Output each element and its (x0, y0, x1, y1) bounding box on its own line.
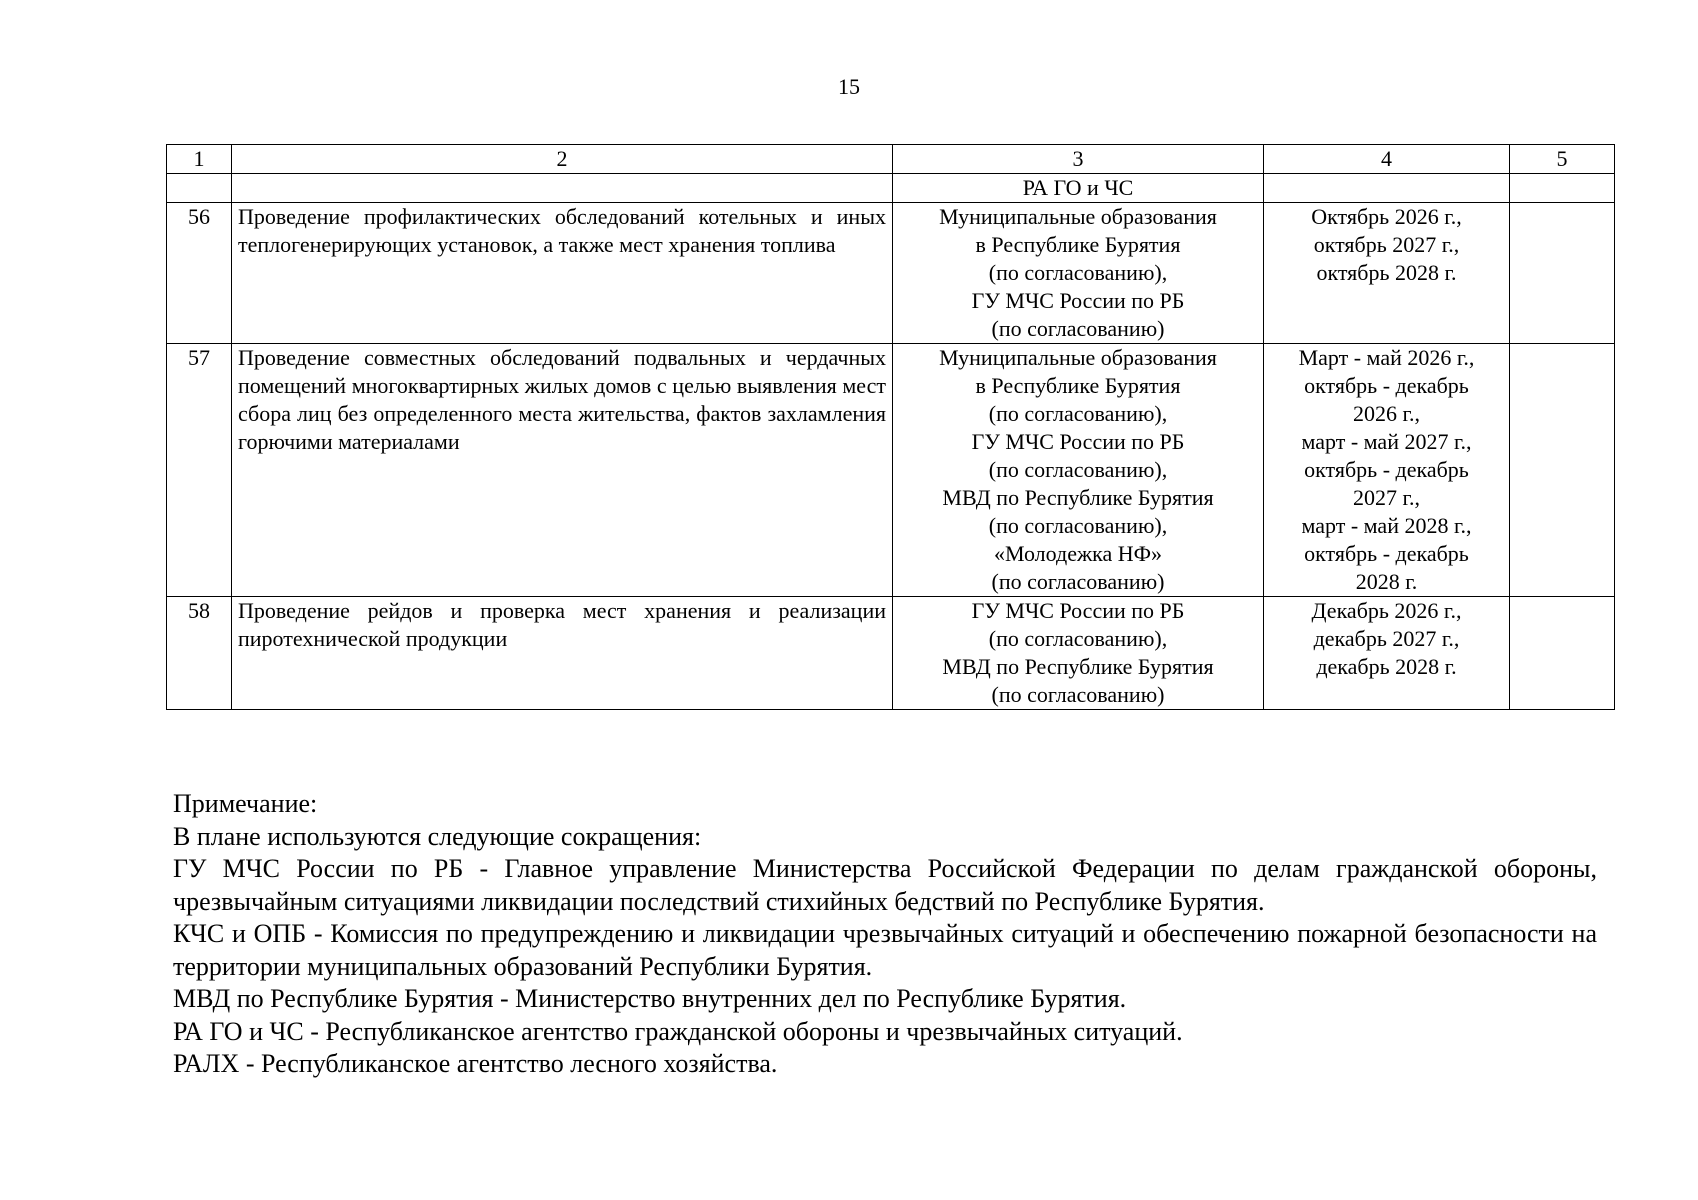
notes-intro: В плане используются следующие сокращения: (173, 821, 702, 851)
row-number: 56 (167, 203, 232, 344)
date-line: 2028 г. (1355, 569, 1418, 594)
continuation-responsible: РА ГО и ЧС (893, 174, 1264, 203)
date-line: декабрь 2028 г. (1316, 654, 1457, 679)
row-note (1510, 344, 1615, 597)
column-number-3: 3 (893, 145, 1264, 174)
date-line: октябрь - декабрь (1304, 541, 1469, 566)
row-responsible (893, 344, 1264, 597)
date-line: 2026 г., (1352, 401, 1421, 426)
responsible-line: ГУ МЧС России по РБ (971, 288, 1185, 313)
date-line: Март - май 2026 г., (1298, 345, 1475, 370)
page-number: 15 (838, 74, 860, 99)
date-line: октябрь - декабрь (1304, 457, 1469, 482)
responsible-line: в Республике Бурятия (975, 373, 1181, 398)
responsible-line: МВД по Республике Бурятия (942, 654, 1214, 679)
abbreviation-item: РАЛХ - Республиканское агентство лесного хозяйства. (173, 1049, 778, 1078)
continuation-note (1510, 174, 1615, 203)
responsible-line: (по согласованию), (988, 513, 1168, 538)
date-line: октябрь 2028 г. (1316, 260, 1457, 285)
row-number: 58 (167, 597, 232, 710)
responsible-line: (по согласованию), (988, 260, 1168, 285)
abbreviation-item: РА ГО и ЧС - Республиканское агентство гражданской обороны и чрезвычайных ситуаций. (173, 1016, 1183, 1046)
responsible-line: (по согласованию) (991, 316, 1165, 341)
row-responsible (893, 597, 1264, 710)
continuation-task (232, 174, 893, 203)
responsible-line: «Молодежка НФ» (993, 541, 1163, 566)
responsible-line: ГУ МЧС России по РБ (971, 429, 1185, 454)
responsible-line: Муниципальные образования (939, 204, 1217, 229)
date-line: март - май 2027 г., (1301, 429, 1472, 454)
table-row (167, 344, 1615, 597)
date-line: октябрь - декабрь (1304, 373, 1469, 398)
table-header-row (167, 145, 1615, 174)
row-task: Проведение профилактических обследований котельных и иных теплогенерирующих установок, а также мест хранения топлива (232, 203, 893, 344)
date-line: декабрь 2027 г., (1313, 626, 1460, 651)
responsible-line: Муниципальные образования (939, 345, 1217, 370)
row-note (1510, 203, 1615, 344)
responsible-line: (по согласованию) (991, 682, 1165, 707)
continuation-row (167, 174, 1615, 203)
plan-table (166, 144, 1615, 710)
column-number-1: 1 (167, 145, 232, 174)
abbreviation-item: КЧС и ОПБ - Комиссия по предупреждению и ликвидации чрезвычайных ситуаций и обеспечению пожарной безопасности на территории муниципальных образований Республики Бурятия. (173, 919, 1597, 981)
row-task: Проведение совместных обследований подвальных и чердачных помещений многоквартирных жилых домов с целью выявления мест сбора лиц без определенного места жительства, фактов захламления горючими материалами (232, 344, 893, 597)
table-row (167, 597, 1615, 710)
row-responsible (893, 203, 1264, 344)
responsible-line: МВД по Республике Бурятия (942, 485, 1214, 510)
responsible-line: в Республике Бурятия (975, 232, 1181, 257)
column-number-4: 4 (1264, 145, 1510, 174)
continuation-num (167, 174, 232, 203)
row-number: 57 (167, 344, 232, 597)
abbreviation-item: ГУ МЧС России по РБ - Главное управление Министерства Российской Федерации по делам гражданской обороны, чрезвычайным ситуациями ликвидации последствий стихийных бедствий по Республике Бурятия. (173, 854, 1597, 916)
date-line: 2027 г., (1352, 485, 1421, 510)
responsible-line: ГУ МЧС России по РБ (971, 598, 1185, 623)
date-line: октябрь 2027 г., (1313, 232, 1460, 257)
continuation-dates (1264, 174, 1510, 203)
notes-title: Примечание: (173, 789, 318, 818)
column-number-2: 2 (232, 145, 893, 174)
row-note (1510, 597, 1615, 710)
abbreviation-item: МВД по Республике Бурятия - Министерство внутренних дел по Республике Бурятия. (173, 984, 1127, 1013)
responsible-line: (по согласованию), (988, 626, 1168, 651)
row-dates (1264, 344, 1510, 597)
date-line: Октябрь 2026 г., (1311, 204, 1462, 229)
responsible-line: (по согласованию), (988, 457, 1168, 482)
date-line: март - май 2028 г., (1301, 513, 1472, 538)
date-line: Декабрь 2026 г., (1311, 598, 1462, 623)
table-row (167, 203, 1615, 344)
column-number-5: 5 (1510, 145, 1615, 174)
row-task: Проведение рейдов и проверка мест хранения и реализации пиротехнической продукции (232, 597, 893, 710)
responsible-line: (по согласованию), (988, 401, 1168, 426)
row-dates (1264, 203, 1510, 344)
notes-section (173, 788, 1597, 1081)
responsible-line: (по согласованию) (991, 569, 1165, 594)
row-dates (1264, 597, 1510, 710)
